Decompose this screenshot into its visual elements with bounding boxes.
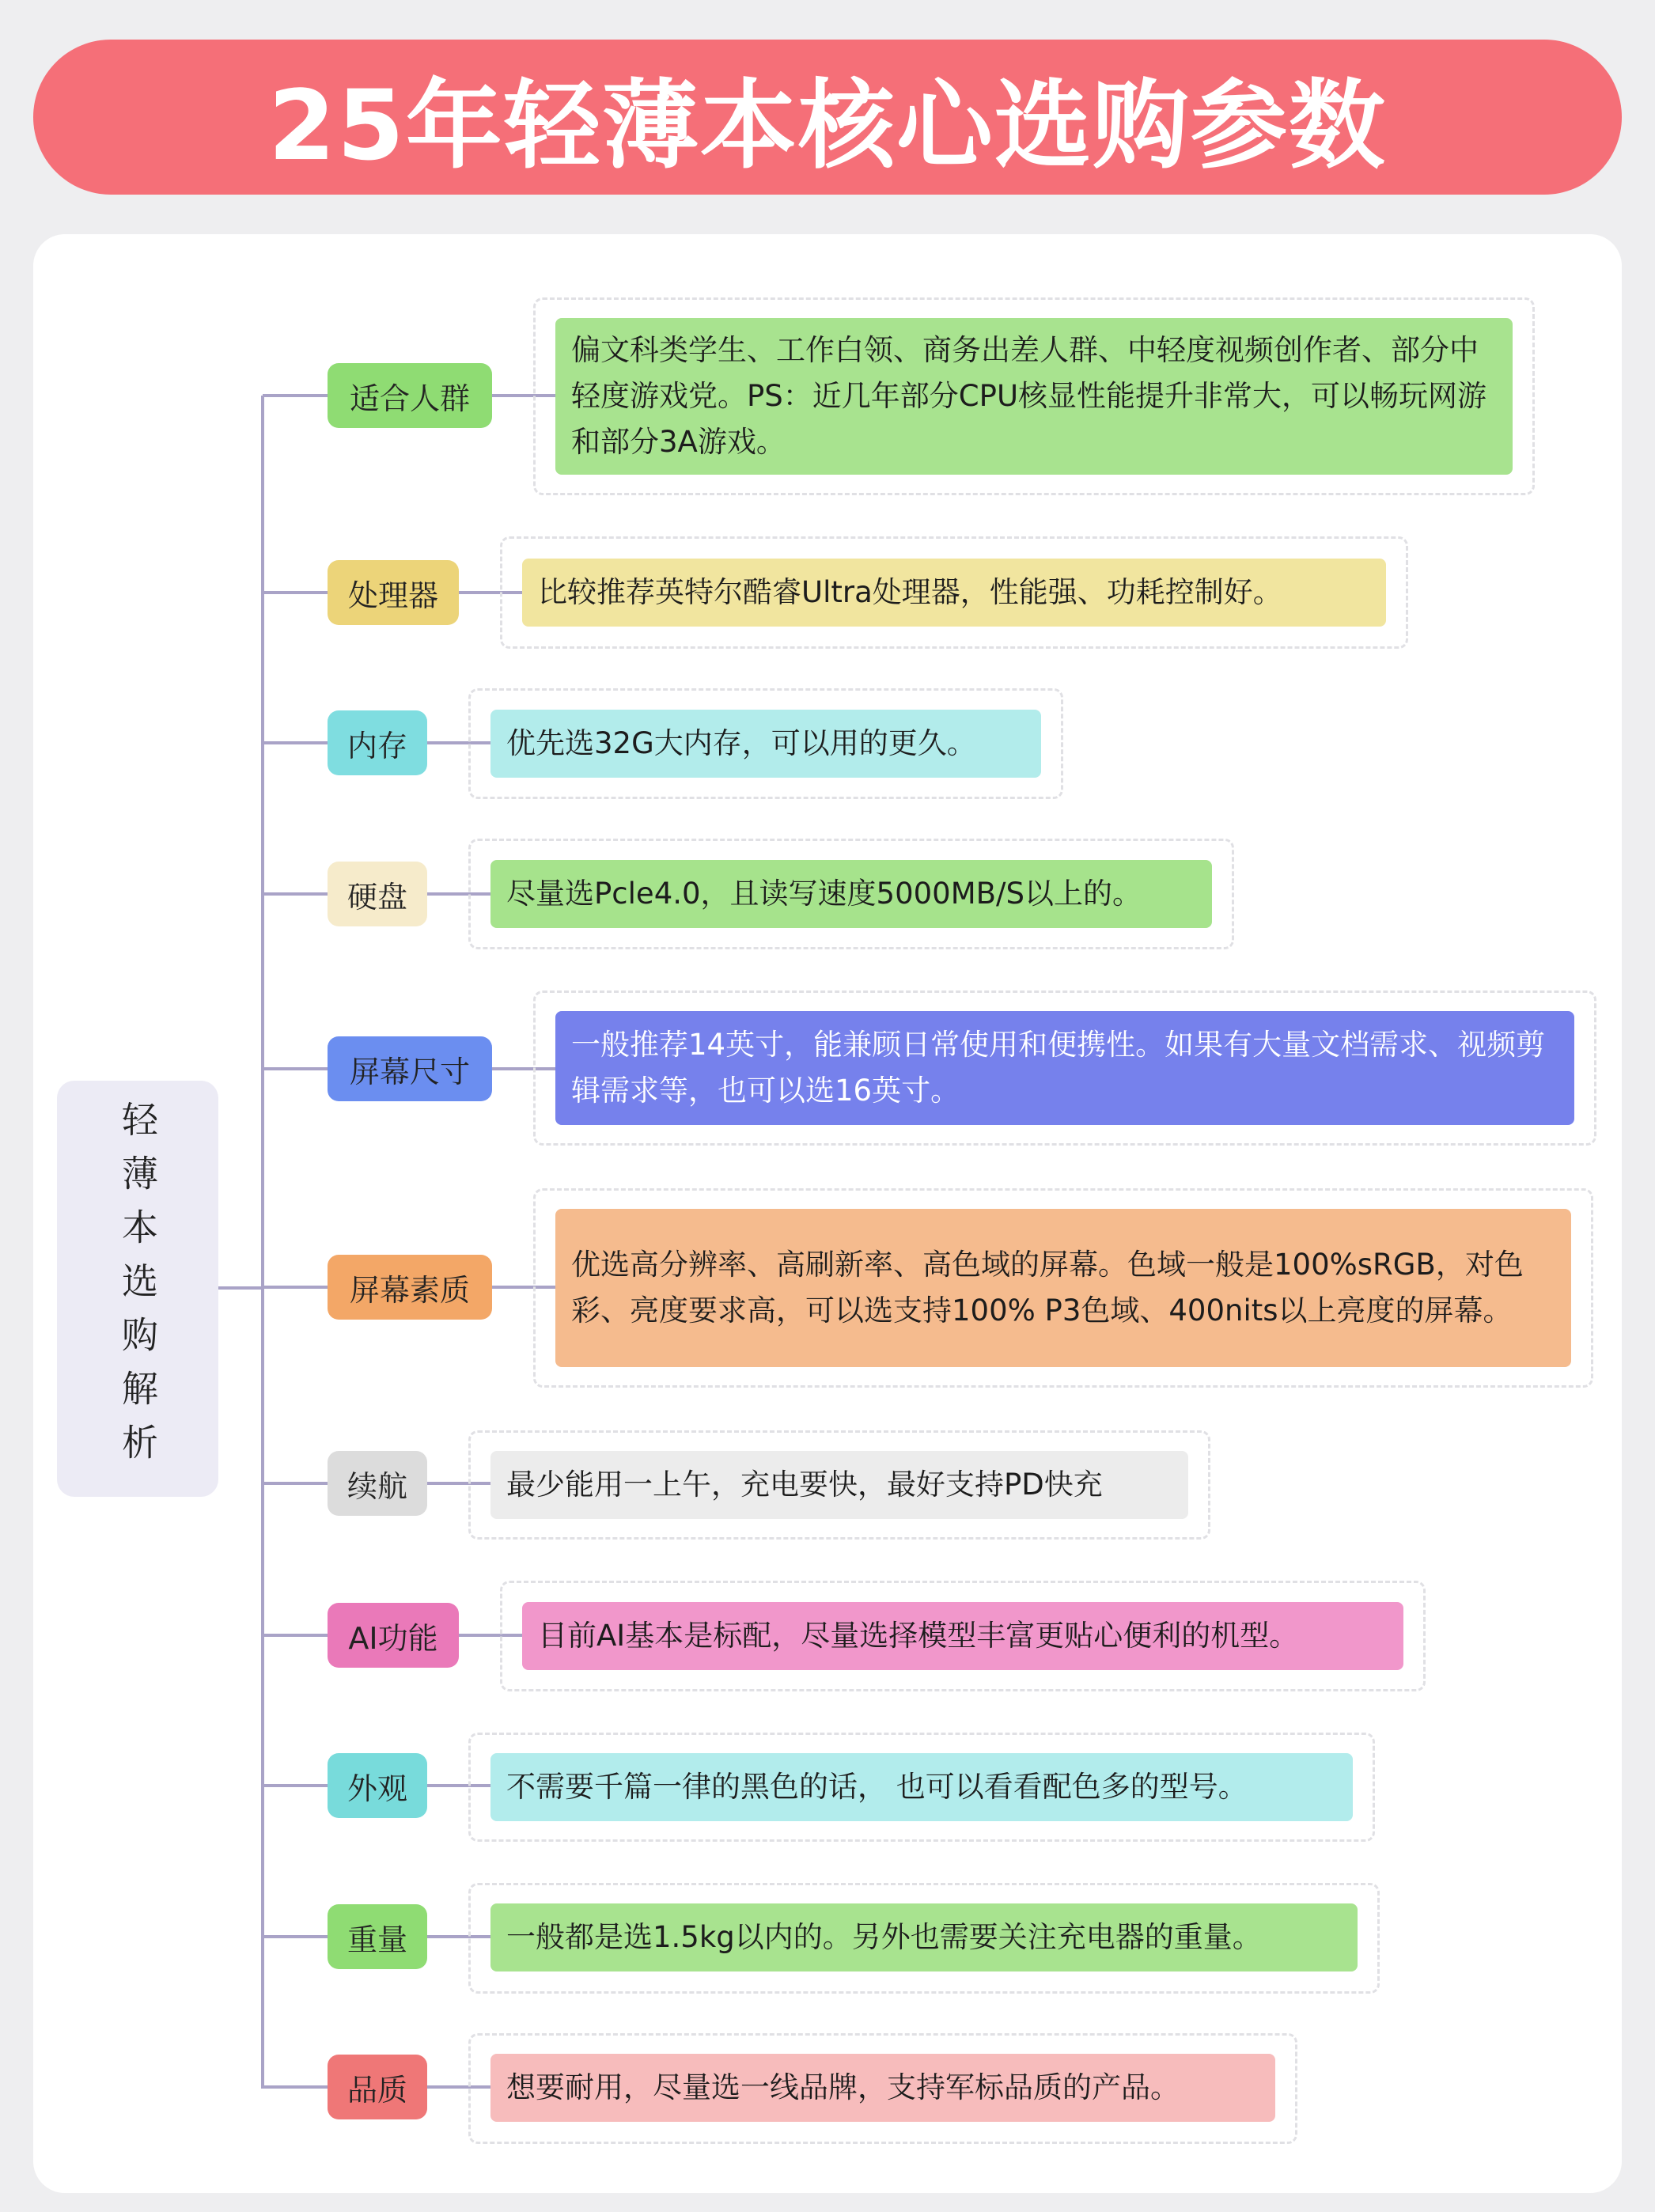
page-title: 25年轻薄本核心选购参数	[268, 69, 1387, 182]
node-label: 外观	[347, 1771, 407, 1806]
desc-processor	[522, 559, 1386, 627]
desc-screen-size	[555, 1011, 1574, 1125]
desc-text: 目前AI基本是标配，尽量选择模型丰富更贴心便利的机型。	[538, 1619, 1299, 1653]
desc-text: 最少能用一上午，充电要快，最好支持PD快充	[506, 1468, 1103, 1502]
desc-quality	[490, 2054, 1275, 2122]
desc-target-users	[555, 318, 1513, 475]
desc-battery	[490, 1451, 1188, 1519]
node-battery	[328, 1451, 427, 1516]
node-screen-quality	[328, 1255, 492, 1320]
node-storage	[328, 862, 427, 926]
node-label: 重量	[347, 1922, 407, 1957]
node-label: 硬盘	[347, 879, 407, 915]
node-ai-features	[328, 1603, 459, 1668]
desc-ai-features	[522, 1602, 1403, 1670]
desc-text: 一般都是选1.5kg以内的。另外也需要关注充电器的重量。	[506, 1920, 1262, 1954]
desc-screen-quality	[555, 1209, 1571, 1367]
desc-weight	[490, 1903, 1358, 1971]
node-weight	[328, 1904, 427, 1969]
desc-text: 想要耐用，尽量选一线品牌，支持军标品质的产品。	[506, 2070, 1180, 2104]
node-label: 屏幕素质	[349, 1272, 470, 1308]
root-label: 轻薄本选购解析	[116, 1100, 159, 1477]
node-memory	[328, 710, 427, 775]
node-label: 处理器	[347, 578, 438, 613]
node-label: 品质	[347, 2072, 407, 2108]
node-quality	[328, 2055, 427, 2119]
desc-storage	[490, 860, 1212, 928]
node-label: 屏幕尺寸	[349, 1054, 470, 1089]
node-label: AI功能	[348, 1620, 438, 1656]
desc-text: 比较推荐英特尔酷睿Ultra处理器，性能强、功耗控制好。	[538, 575, 1282, 609]
desc-text: 不需要千篇一律的黑色的话， 也可以看看配色多的型号。	[506, 1770, 1248, 1804]
node-appearance	[328, 1753, 427, 1818]
node-label: 续航	[347, 1468, 407, 1504]
desc-text: 偏文科类学生、工作白领、商务出差人群、中轻度视频创作者、部分中轻度游戏党。PS：近几年部分CPU核显性能提升非常大，可以畅玩网游和部分3A游戏。	[571, 333, 1487, 459]
desc-memory	[490, 710, 1041, 778]
desc-text: 优选高分辨率、高刷新率、高色域的屏幕。色域一般是100%sRGB，对色彩、亮度要求高，可以选支持100% P3色域、400nits以上亮度的屏幕。	[571, 1248, 1524, 1328]
node-label: 内存	[347, 728, 407, 763]
desc-text: 尽量选Pcle4.0，且读写速度5000MB/S以上的。	[506, 877, 1142, 911]
desc-text: 一般推荐14英寸，能兼顾日常使用和便携性。如果有大量文档需求、视频剪辑需求等，也可以选16英寸。	[571, 1028, 1546, 1108]
node-processor	[328, 560, 459, 625]
desc-text: 优先选32G大内存，可以用的更久。	[506, 726, 976, 760]
node-target-users	[328, 363, 492, 428]
node-screen-size	[328, 1036, 492, 1101]
node-label: 适合人群	[349, 381, 470, 416]
root-node	[57, 1081, 218, 1497]
desc-appearance	[490, 1753, 1353, 1821]
